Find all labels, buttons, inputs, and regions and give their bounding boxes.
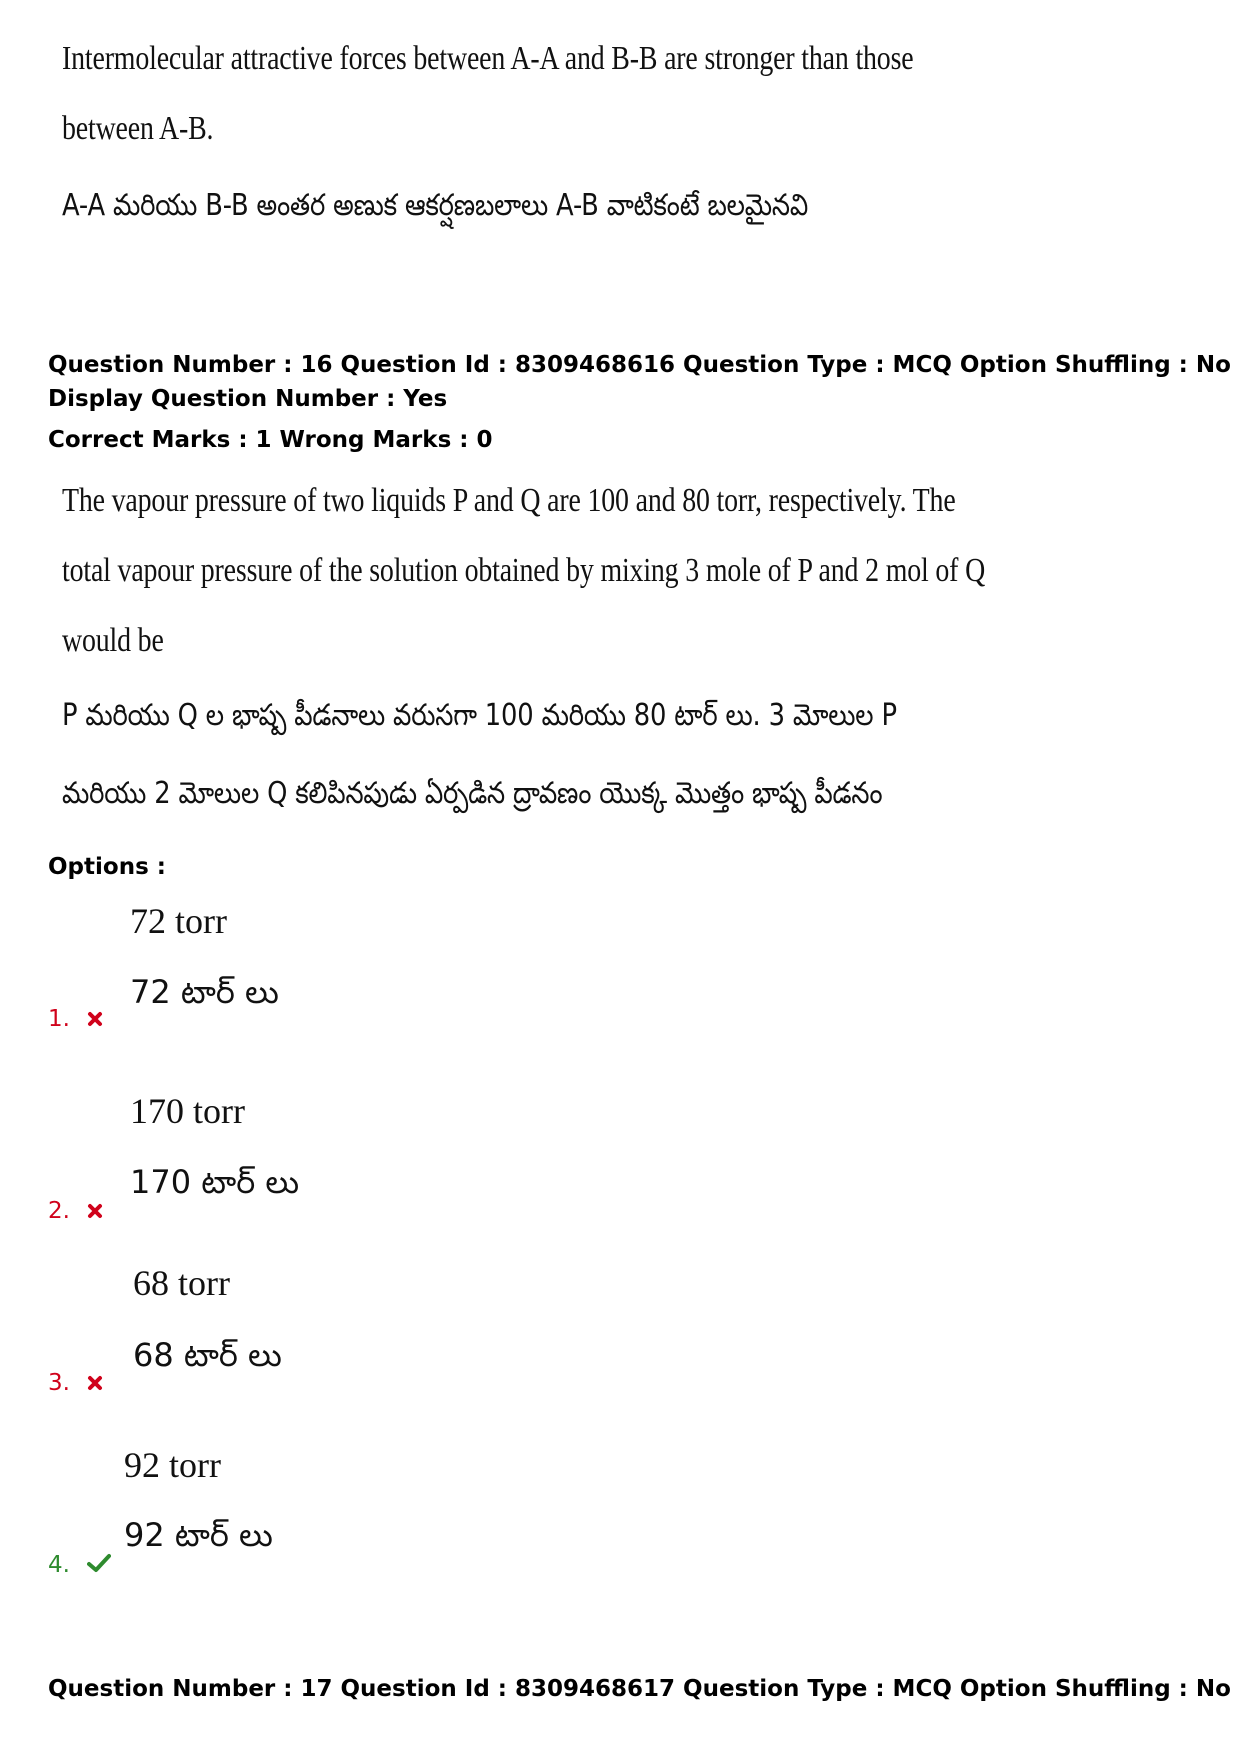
question-16-meta: Question Number : 16 Question Id : 8309468616 Question Type : MCQ Option Shuffling : No xyxy=(48,352,1231,378)
option-4-telugu: 92 టార్ లు xyxy=(124,1516,273,1554)
prev-question-line-2: between A-B. xyxy=(62,110,214,147)
question-16-display: Display Question Number : Yes xyxy=(48,386,448,412)
option-3-english: 68 torr xyxy=(133,1263,230,1303)
cross-icon xyxy=(87,1199,103,1225)
cross-icon xyxy=(87,1371,103,1397)
prev-question-line-3: A-A మరియు B-B అంతర అణుక ఆకర్షణబలాలు A-B వాటికంటే బలమైనవి xyxy=(62,188,809,223)
prev-question-line-1: Intermolecular attractive forces between A-A and B-B are stronger than those xyxy=(62,40,914,77)
check-icon xyxy=(87,1553,111,1579)
question-16-line-3: would be xyxy=(62,622,164,659)
option-4-number xyxy=(48,1552,111,1579)
option-2-label: 2. xyxy=(48,1198,70,1224)
option-1-label: 1. xyxy=(48,1006,70,1032)
options-label: Options : xyxy=(48,854,166,880)
option-4-english: 92 torr xyxy=(124,1445,221,1485)
option-1-english: 72 torr xyxy=(130,901,227,941)
cross-icon xyxy=(87,1007,103,1033)
question-16-line-4: P మరియు Q ల భాష్ప పీడనాలు వరుసగా 100 మరియు 80 టార్ లు. 3 మోలుల P xyxy=(62,698,897,733)
option-3-telugu: 68 టార్ లు xyxy=(133,1336,282,1374)
option-1-telugu: 72 టార్ లు xyxy=(130,973,279,1011)
option-2-telugu: 170 టార్ లు xyxy=(130,1163,300,1201)
option-1-number xyxy=(48,1006,103,1033)
option-2-number xyxy=(48,1198,103,1225)
option-4-label: 4. xyxy=(48,1552,70,1578)
option-2-english: 170 torr xyxy=(130,1091,245,1131)
question-16-line-1: The vapour pressure of two liquids P and Q are 100 and 80 torr, respectively. The xyxy=(62,482,956,519)
question-17-meta: Question Number : 17 Question Id : 8309468617 Question Type : MCQ Option Shuffling : No xyxy=(48,1676,1231,1702)
question-16-marks: Correct Marks : 1 Wrong Marks : 0 xyxy=(48,427,493,453)
question-16-line-2: total vapour pressure of the solution obtained by mixing 3 mole of P and 2 mol of Q xyxy=(62,552,986,589)
question-16-line-5: మరియు 2 మోలుల Q కలిపినపుడు ఏర్పడిన ద్రావణం యొక్క మొత్తం భాష్ప పీడనం xyxy=(62,776,883,811)
option-3-number xyxy=(48,1370,103,1397)
option-3-label: 3. xyxy=(48,1370,70,1396)
